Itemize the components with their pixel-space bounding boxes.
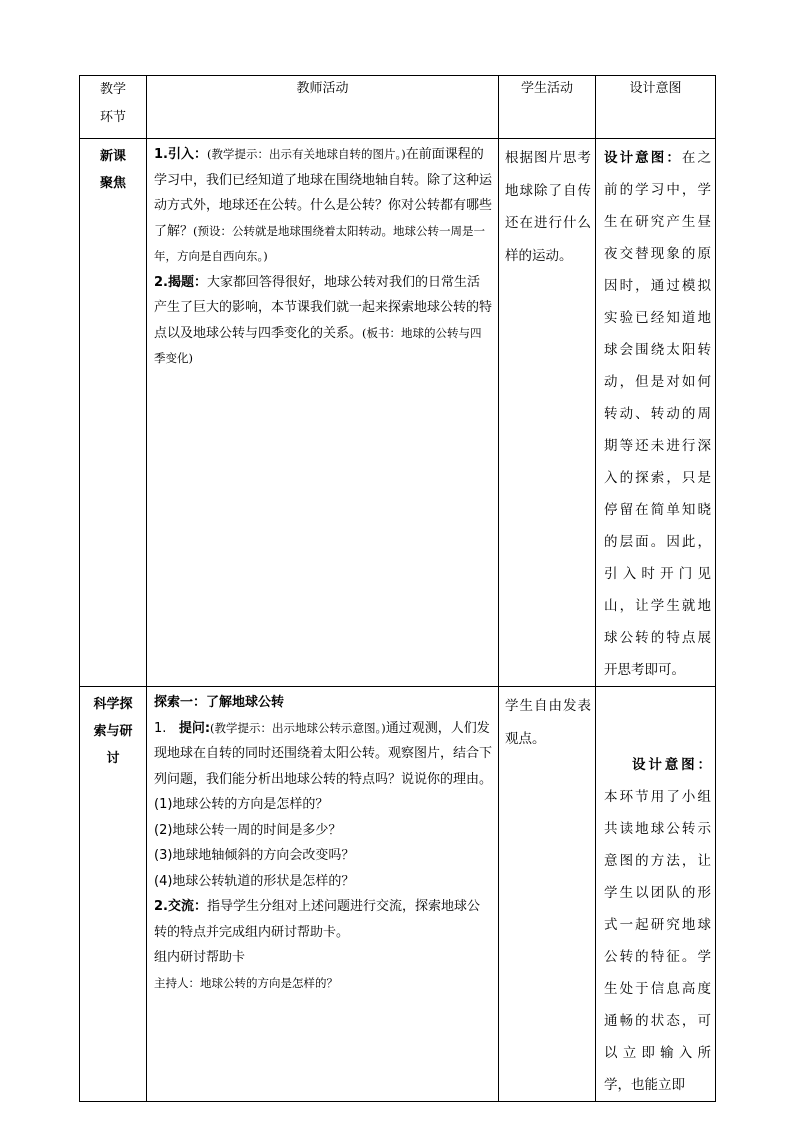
design-intent-cell bbox=[596, 139, 716, 687]
teacher-activity-cell bbox=[147, 687, 499, 1102]
section-cell bbox=[80, 139, 147, 687]
host-line: 主持人：地球公转的方向是怎样的？ bbox=[154, 975, 338, 990]
lesson-plan-table bbox=[79, 75, 716, 1102]
question-item: (4)地球公转轨道的形状是怎样的？ bbox=[154, 873, 355, 889]
explore-title: 探索一：了解地球公转 bbox=[154, 695, 285, 710]
question-item: (2)地球公转一周的时间是多少？ bbox=[154, 822, 342, 838]
design-intent-text: 设计意图：本环节用了小组共读地球公转示意图的方法，让学生以团队的形式一起研究地球公转的特征。学生处于信息高度通畅的状态，可以立即输入所学，也能立即 bbox=[604, 757, 711, 1093]
intro-paragraph: 1.引入：(教学提示：出示有关地球自转的图片。)在前面课程的学习中，我们已经知道了地球在围绕地轴自转。除了这种运动方式外，地球还在公转。什么是公转？你对公转都有哪些了解？(预设：公转就是地球围绕着太阳转动。地球公转一周是一年，方向是自西向东。) bbox=[154, 147, 493, 263]
question-item: (3)地球地轴倾斜的方向会改变吗？ bbox=[154, 848, 355, 863]
row-explore bbox=[80, 687, 716, 1102]
design-intent-text: 设计意图：在之前的学习中，学生在研究产生昼夜交替现象的原因时，通过模拟实验已经知道地球会围绕太阳转动，但是对如何转动、转动的周期等还未进行深入的探索，只是停留在简单知晓的层面。因此，引入时开门见山，让学生就地球公转的特点展开思考即可。 bbox=[604, 150, 712, 678]
question-item: (1)地球公转的方向是怎样的？ bbox=[154, 797, 329, 812]
design-intent-cell bbox=[596, 687, 716, 1102]
header-teaching-stage: 教学环节 bbox=[80, 76, 147, 139]
question-paragraph: 1. 提问:(教学提示：出示地球公转示意图。)通过观测，人们发现地球在自转的同时还围绕着太阳公转。观察图片，结合下列问题，我们能分析出地球公转的特点吗？说说你的理由。 bbox=[154, 720, 493, 787]
header-design-intent: 设计意图 bbox=[596, 76, 716, 139]
teacher-activity-cell bbox=[147, 139, 499, 687]
header-teacher-activity: 教师活动 bbox=[147, 76, 499, 139]
help-card-title: 组内研讨帮助卡 bbox=[154, 950, 246, 965]
header-student-activity: 学生活动 bbox=[499, 76, 596, 139]
header-row bbox=[80, 76, 716, 139]
student-activity-cell bbox=[499, 687, 596, 1102]
exchange-paragraph: 2.交流：指导学生分组对上述问题进行交流，探索地球公转的特点并完成组内研讨帮助卡。 bbox=[154, 899, 480, 940]
student-activity-cell bbox=[499, 139, 596, 687]
row-new-lesson bbox=[80, 139, 716, 687]
section-title: 科学探索与研讨 bbox=[93, 697, 133, 766]
student-activity-text: 学生自由发表观点。 bbox=[505, 698, 591, 747]
student-activity-text: 根据图片思考地球除了自传还在进行什么样的运动。 bbox=[505, 150, 591, 264]
section-cell bbox=[80, 687, 147, 1102]
reveal-paragraph: 2.揭题：大家都回答得很好，地球公转对我们的日常生活产生了巨大的影响，本节课我们就一起来探索地球公转的特点以及地球公转与四季变化的关系。(板书：地球的公转与四季变化) bbox=[154, 274, 493, 365]
section-title: 新课聚焦 bbox=[99, 149, 126, 191]
